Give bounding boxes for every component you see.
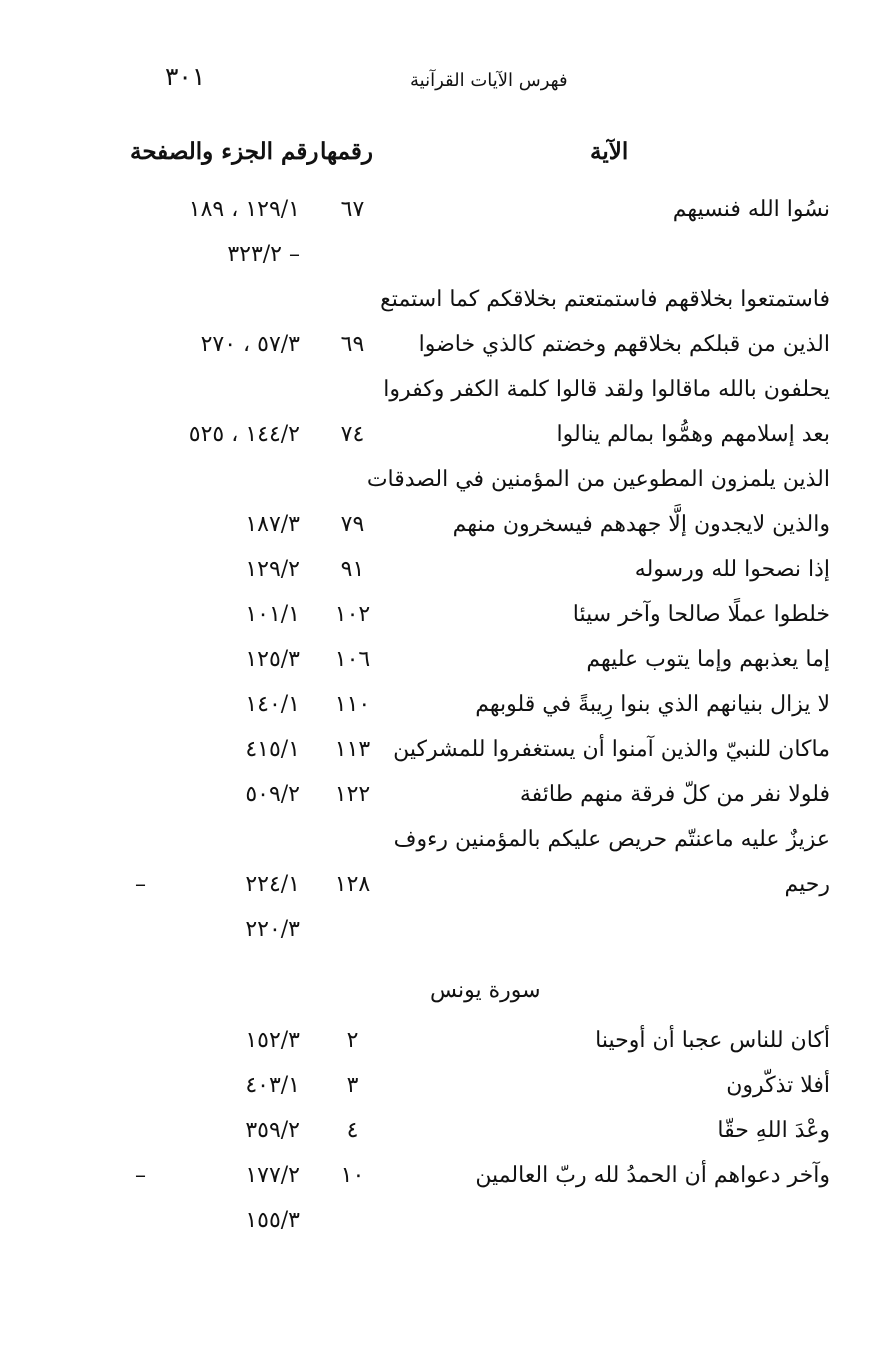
- table-row: [0, 557, 885, 597]
- volume-page-ref: ١٤٠/١: [245, 692, 300, 717]
- table-row: [0, 782, 885, 822]
- verse-text: إما يعذبهم وإما يتوب عليهم: [586, 647, 830, 672]
- page-number: ٣٠١: [165, 62, 206, 91]
- verse-text: الذين من قبلكم بخلاقهم وخضتم كالذي خاضوا: [418, 332, 830, 357]
- verse-text: فاستمتعوا بخلاقهم فاستمتعتم بخلاقكم كما استمتع: [380, 287, 830, 312]
- table-row: [0, 1028, 885, 1068]
- volume-page-ref: ١٠١/١: [245, 602, 300, 627]
- verse-number: ٦٧: [340, 197, 365, 222]
- volume-page-ref: ١٥٢/٣: [245, 1028, 300, 1053]
- volume-page-ref: ٣٥٩/٢: [245, 1118, 300, 1143]
- volume-page-ref: ١٢٩/١ ، ١٨٩: [188, 197, 300, 222]
- verse-text: لا يزال بنيانهم الذي بنوا رِيبةً في قلوبهم: [475, 692, 830, 717]
- volume-page-ref: ٢٢٠/٣: [245, 917, 300, 942]
- verse-number: ١٢٢: [334, 782, 371, 807]
- verse-text: أفلا تذكّرون: [726, 1073, 830, 1098]
- table-row: [0, 512, 885, 552]
- table-row: [0, 647, 885, 687]
- table-row: [0, 1163, 885, 1203]
- verse-number: ٩١: [340, 557, 365, 582]
- volume-page-ref: ٤٠٣/١: [245, 1073, 300, 1098]
- table-row: [0, 1118, 885, 1158]
- verse-number: ١٢٨: [334, 872, 371, 897]
- table-row: [0, 1208, 885, 1248]
- volume-page-ref: ١٨٧/٣: [245, 512, 300, 537]
- table-row: [0, 602, 885, 642]
- verse-text: الذين يلمزون المطوعين من المؤمنين في الصدقات: [366, 467, 830, 492]
- table-row: [0, 1073, 885, 1113]
- verse-number: ٧٤: [340, 422, 365, 447]
- verse-number: ٣: [346, 1073, 359, 1098]
- verse-text: والذين لايجدون إلَّا جهدهم فيسخرون منهم: [452, 512, 830, 537]
- verse-text: أكان للناس عجبا أن أوحينا: [595, 1028, 830, 1053]
- verse-number: ٤: [346, 1118, 359, 1143]
- verse-text: رحيم: [784, 872, 830, 897]
- table-row: [0, 692, 885, 732]
- continuation-dash: –: [135, 872, 146, 897]
- verse-text: وعْدَ اللهِ حقّا: [717, 1118, 830, 1143]
- table-row: [0, 917, 885, 957]
- table-row: [0, 287, 885, 327]
- page-header-title: فهرس الآيات القرآنية: [410, 70, 568, 91]
- table-row: [0, 467, 885, 507]
- verse-text: خلطوا عملًا صالحا وآخر سيئا: [572, 602, 830, 627]
- verse-text: نسُوا الله فنسيهم: [672, 197, 830, 222]
- surah-heading: سورة يونس: [430, 978, 541, 1003]
- volume-page-ref: ١٢٩/٢: [245, 557, 300, 582]
- table-row: [0, 872, 885, 912]
- verse-number: ٦٩: [340, 332, 365, 357]
- verse-number: ٢: [346, 1028, 359, 1053]
- verse-text: عزيزٌ عليه ماعنتّم حريص عليكم بالمؤمنين رءوف: [393, 827, 830, 852]
- table-row: [0, 377, 885, 417]
- volume-page-ref: ١٧٧/٢: [245, 1163, 300, 1188]
- verse-number: ١١٣: [334, 737, 371, 762]
- verse-text: ماكان للنبيّ والذين آمنوا أن يستغفروا للمشركين: [393, 737, 830, 762]
- volume-page-ref: ١٤٤/٢ ، ٥٢٥: [188, 422, 300, 447]
- volume-page-ref: – ٣٢٣/٢: [227, 242, 300, 267]
- verse-text: بعد إسلامهم وهمُّوا بمالم ينالوا: [556, 422, 830, 447]
- table-row: [0, 242, 885, 282]
- column-header-number: رقمها: [320, 138, 374, 165]
- volume-page-ref: ٢٢٤/١: [245, 872, 300, 897]
- continuation-dash: –: [135, 1163, 146, 1188]
- verse-number: ١٠٦: [334, 647, 371, 672]
- volume-page-ref: ٤١٥/١: [245, 737, 300, 762]
- table-row: [0, 197, 885, 237]
- verse-text: يحلفون بالله ماقالوا ولقد قالوا كلمة الكفر وكفروا: [383, 377, 830, 402]
- table-row: [0, 422, 885, 462]
- verse-text: إذا نصحوا لله ورسوله: [634, 557, 830, 582]
- table-row: [0, 737, 885, 777]
- verse-number: ٧٩: [340, 512, 365, 537]
- volume-page-ref: ٥٧/٣ ، ٢٧٠: [200, 332, 300, 357]
- table-row: [0, 827, 885, 867]
- verse-text: وآخر دعواهم أن الحمدُ لله ربّ العالمين: [475, 1163, 830, 1188]
- volume-page-ref: ٥٠٩/٢: [245, 782, 300, 807]
- verse-text: فلولا نفر من كلّ فرقة منهم طائفة: [519, 782, 830, 807]
- verse-number: ١٠٢: [334, 602, 371, 627]
- verse-number: ١١٠: [334, 692, 371, 717]
- volume-page-ref: ١٢٥/٣: [245, 647, 300, 672]
- column-header-verse: الآية: [590, 138, 629, 165]
- column-header-volume-page: رقم الجزء والصفحة: [130, 138, 319, 165]
- verse-number: ١٠: [340, 1163, 365, 1188]
- volume-page-ref: ١٥٥/٣: [245, 1208, 300, 1233]
- table-row: [0, 332, 885, 372]
